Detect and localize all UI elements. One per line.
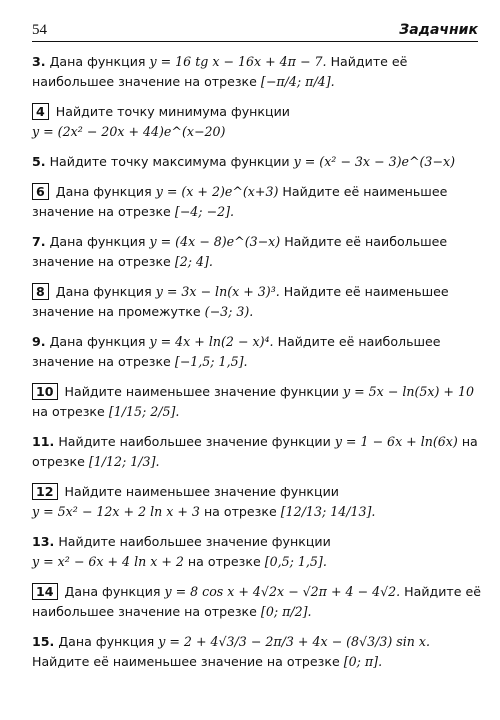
problem-interval: [1/15; 2/5]. — [108, 404, 180, 419]
problem-formula: y = 5x² − 12x + 2 ln x + 3 — [32, 504, 200, 519]
problem-text-after: Найдите её наибольшее значение на отрезке — [32, 54, 408, 89]
problem-list — [32, 52, 482, 682]
problem-number: 9. — [32, 334, 46, 349]
problem-interval: [0; π]. — [343, 654, 383, 669]
problem-text: Найдите наименьшее значение функции — [64, 484, 339, 499]
problem-interval: [2; 4]. — [174, 254, 213, 269]
problem-number-boxed: 12 — [32, 483, 58, 500]
problem-text: Найдите наибольшее значение функции — [58, 534, 331, 549]
problem-10 — [32, 382, 482, 422]
problem-14 — [32, 582, 482, 622]
problem-text: Найдите наименьшее значение функции — [64, 384, 339, 399]
problem-formula: y = 4x + ln(2 − x)⁴. — [149, 334, 274, 349]
problem-formula: y = 8 cos x + 4√2x − √2π + 4 − 4√2. — [164, 584, 401, 599]
problem-formula: y = 2 + 4√3/3 − 2π/3 + 4x − (8√3/3) sin x. — [158, 634, 430, 649]
problem-4 — [32, 102, 482, 142]
problem-text-after: Найдите её наименьшее значение на отрезке — [32, 654, 340, 669]
problem-formula: y = 16 tg x − 16x + 4π − 7. — [149, 54, 327, 69]
problem-text-after: на отрезке — [32, 434, 478, 469]
problem-7 — [32, 232, 482, 272]
problem-text: Дана функция — [58, 634, 155, 649]
problem-number: 11. — [32, 434, 55, 449]
problem-text-after: Найдите её наименьшее значение на отрезке — [32, 184, 448, 219]
problem-text: Найдите точку минимума функции — [55, 104, 290, 119]
problem-number-boxed: 4 — [32, 103, 49, 120]
problem-11 — [32, 432, 482, 472]
problem-text: Найдите точку максимума функции — [49, 154, 290, 169]
problem-text-after: на отрезке — [32, 404, 105, 419]
problem-text: Дана функция — [64, 584, 161, 599]
problem-8 — [32, 282, 482, 322]
header-rule — [32, 41, 478, 42]
problem-text: Дана функция — [55, 184, 152, 199]
problem-number-boxed: 14 — [32, 583, 58, 600]
problem-interval: [−4; −2]. — [174, 204, 235, 219]
problem-12 — [32, 482, 482, 522]
page-number: 54 — [32, 22, 47, 38]
problem-interval: [0; π/2]. — [260, 604, 312, 619]
problem-text-after: на отрезке — [187, 554, 261, 569]
problem-interval: (−3; 3). — [204, 304, 254, 319]
problem-13 — [32, 532, 482, 572]
problem-text-after: Найдите её наименьшее значение на промежутке — [32, 284, 449, 319]
page-header — [32, 0, 478, 40]
problem-formula: y = 5x − ln(5x) + 10 — [343, 384, 475, 399]
problem-text: Дана функция — [49, 54, 146, 69]
problem-text-after: на отрезке — [203, 504, 277, 519]
problem-number-boxed: 10 — [32, 383, 58, 400]
problem-number: 7. — [32, 234, 46, 249]
problem-text-after: Найдите её наибольшее значение на отрезке — [32, 234, 448, 269]
problem-formula: y = (x² − 3x − 3)e^(3−x) — [293, 154, 456, 169]
problem-number: 5. — [32, 154, 46, 169]
problem-formula: y = (2x² − 20x + 44)e^(x−20) — [32, 124, 226, 139]
problem-number: 13. — [32, 534, 55, 549]
problem-text: Дана функция — [55, 284, 152, 299]
problem-interval: [12/13; 14/13]. — [280, 504, 376, 519]
problem-number: 3. — [32, 54, 46, 69]
problem-number-boxed: 6 — [32, 183, 49, 200]
problem-formula: y = 3x − ln(x + 3)³. — [155, 284, 280, 299]
problem-text-after: Найдите её наибольшее значение на отрезке — [32, 584, 482, 619]
problem-interval: [−π/4; π/4]. — [260, 74, 335, 89]
problem-6 — [32, 182, 482, 222]
problem-15 — [32, 632, 482, 672]
problem-text: Дана функция — [49, 334, 146, 349]
problem-interval: [1/12; 1/3]. — [88, 454, 160, 469]
section-title: Задачник — [399, 22, 478, 38]
problem-formula: y = (4x − 8)e^(3−x) — [149, 234, 281, 249]
problem-9 — [32, 332, 482, 372]
problem-3 — [32, 52, 482, 92]
problem-formula: y = 1 − 6x + ln(6x) — [334, 434, 458, 449]
problem-number: 15. — [32, 634, 55, 649]
problem-interval: [−1,5; 1,5]. — [174, 354, 248, 369]
problem-text: Дана функция — [49, 234, 146, 249]
problem-text-after: Найдите её наибольшее значение на отрезке — [32, 334, 441, 369]
problem-formula: y = x² − 6x + 4 ln x + 2 — [32, 554, 184, 569]
problem-interval: [0,5; 1,5]. — [264, 554, 327, 569]
problem-5 — [32, 152, 482, 172]
problem-text: Найдите наибольшее значение функции — [58, 434, 331, 449]
problem-number-boxed: 8 — [32, 283, 49, 300]
problem-formula: y = (x + 2)e^(x+3) — [155, 184, 279, 199]
